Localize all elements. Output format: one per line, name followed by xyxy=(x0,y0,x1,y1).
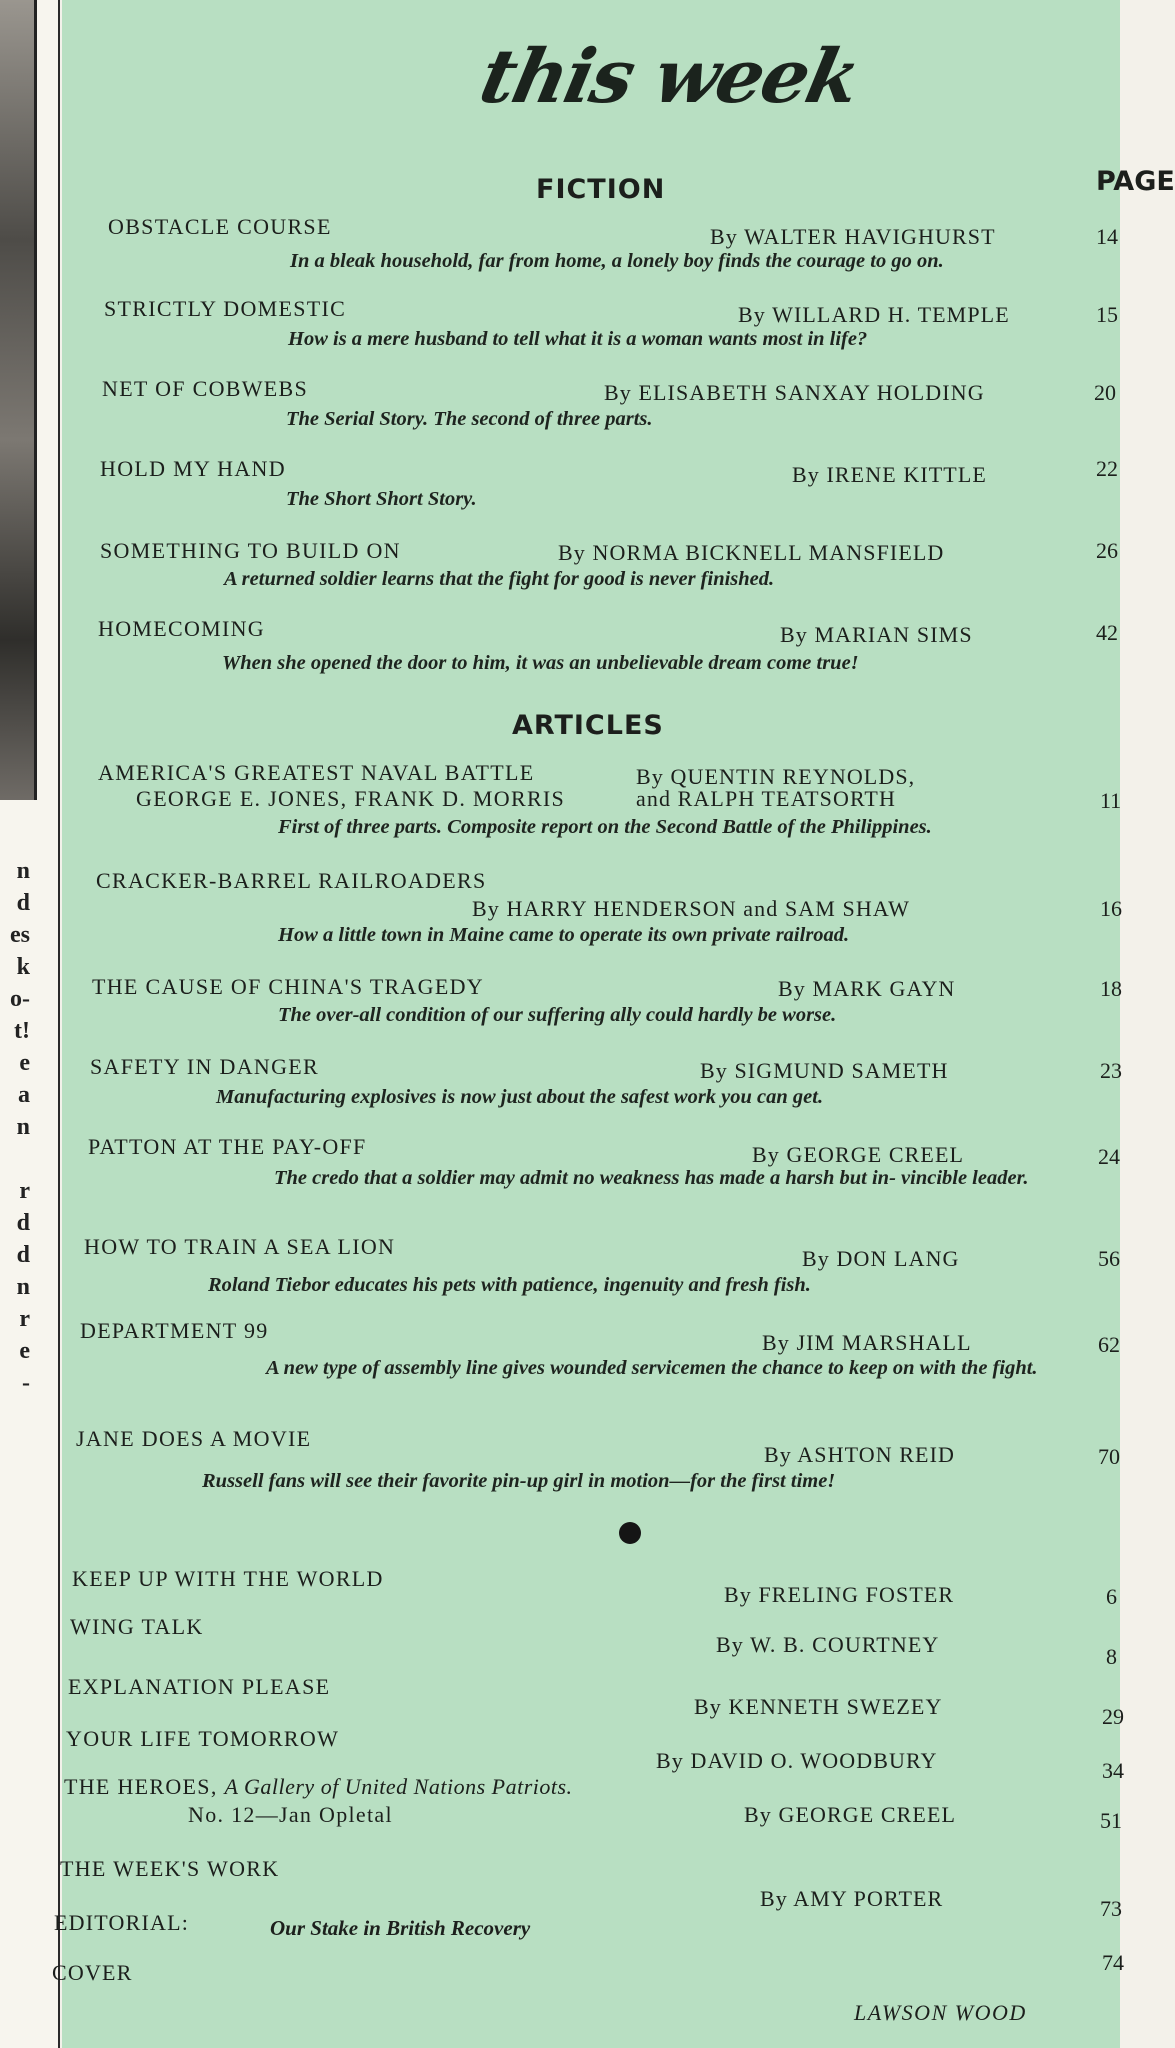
page-column-heading: PAGE xyxy=(1096,166,1175,197)
section-divider-dot xyxy=(619,1522,641,1544)
entry-page: 11 xyxy=(1100,788,1122,813)
fragment: n xyxy=(16,1274,30,1300)
entry-title: THE CAUSE OF CHINA'S TRAGEDY xyxy=(92,974,484,999)
entry-description: How is a mere husband to tell what it is a woman wants most in life? xyxy=(288,328,868,350)
entry-title-main: THE HEROES, xyxy=(64,1774,218,1799)
entry-page: 29 xyxy=(1102,1704,1124,1729)
entry-page: 56 xyxy=(1098,1246,1120,1271)
entry-page: 14 xyxy=(1096,224,1118,249)
fragment: n xyxy=(16,1114,30,1140)
entry-description: Russell fans will see their favorite pin-up girl in motion—for the first time! xyxy=(202,1470,836,1492)
entry-title: HOW TO TRAIN A SEA LION xyxy=(84,1234,396,1259)
entry-title: JANE DOES A MOVIE xyxy=(76,1426,312,1451)
entry-page: 15 xyxy=(1096,302,1118,327)
fragment: d xyxy=(16,1242,30,1268)
contents-panel xyxy=(52,0,1175,2048)
entry-title: YOUR LIFE TOMORROW xyxy=(66,1726,340,1751)
entry-page: 34 xyxy=(1102,1758,1124,1783)
entry-description: Roland Tiebor educates his pets with patience, ingenuity and fresh fish. xyxy=(208,1274,811,1296)
entry-author: By ELISABETH SANXAY HOLDING xyxy=(604,380,985,405)
entry-title: STRICTLY DOMESTIC xyxy=(104,296,347,321)
entry-description: How a little town in Maine came to operate its own private railroad. xyxy=(278,924,850,946)
entry-description: The Serial Story. The second of three parts. xyxy=(286,408,653,430)
fragment: e xyxy=(19,1050,30,1076)
adjacent-text-fragments xyxy=(0,855,30,1399)
fragment: - xyxy=(22,1370,30,1396)
entry-author: By KENNETH SWEZEY xyxy=(694,1694,943,1719)
adjacent-photo xyxy=(0,0,37,800)
adjacent-page-strip xyxy=(0,0,60,2048)
entry-title: NET OF COBWEBS xyxy=(102,376,309,401)
entry-page: 26 xyxy=(1096,538,1118,563)
entry-page: 6 xyxy=(1106,1584,1117,1609)
entry-description: Manufacturing explosives is now just about the safest work you can get. xyxy=(216,1086,824,1108)
entry-author: By WALTER HAVIGHURST xyxy=(710,224,996,249)
entry-title: OBSTACLE COURSE xyxy=(108,214,332,239)
entry-title: CRACKER-BARREL RAILROADERS xyxy=(96,868,487,893)
entry-description: A new type of assembly line gives wounded servicemen the chance to keep on with the fight. xyxy=(266,1357,1038,1379)
entry-author: By DAVID O. WOODBURY xyxy=(656,1748,938,1773)
entry-author: By HARRY HENDERSON and SAM SHAW xyxy=(472,896,910,921)
entry-author-line2: and RALPH TEATSORTH xyxy=(636,786,896,811)
entry-author: By AMY PORTER xyxy=(760,1886,944,1911)
entry-title-line2: GEORGE E. JONES, FRANK D. MORRIS xyxy=(136,786,566,811)
entry-title-line2: No. 12—Jan Opletal xyxy=(188,1802,393,1827)
entry-description: The Short Short Story. xyxy=(286,488,477,510)
entry-page: 22 xyxy=(1096,456,1118,481)
entry-title: KEEP UP WITH THE WORLD xyxy=(72,1566,384,1591)
entry-page: 20 xyxy=(1094,380,1116,405)
entry-author: By MARK GAYN xyxy=(778,976,956,1001)
fiction-heading: FICTION xyxy=(536,174,666,205)
fragment: t! xyxy=(14,1018,30,1044)
entry-page: 73 xyxy=(1100,1896,1122,1921)
entry-author: By W. B. COURTNEY xyxy=(716,1632,940,1657)
fragment: d xyxy=(16,1210,30,1236)
cover-credit: LAWSON WOOD xyxy=(854,2000,1027,2025)
entry-page: 51 xyxy=(1100,1808,1122,1833)
entry-page: 18 xyxy=(1100,976,1122,1001)
fragment: r xyxy=(19,1306,30,1332)
fragment: e xyxy=(19,1338,30,1364)
entry-page: 23 xyxy=(1100,1058,1122,1083)
entry-page: 16 xyxy=(1100,896,1122,921)
entry-title: DEPARTMENT 99 xyxy=(80,1318,269,1343)
entry-title: EXPLANATION PLEASE xyxy=(68,1674,331,1699)
entry-title: HOLD MY HAND xyxy=(100,456,286,481)
entry-author: By IRENE KITTLE xyxy=(792,462,987,487)
fragment: r xyxy=(19,1178,30,1204)
editorial-label: EDITORIAL: xyxy=(54,1910,190,1935)
entry-page: 70 xyxy=(1098,1444,1120,1469)
entry-description: The over-all condition of our suffering ally could hardly be worse. xyxy=(278,1004,837,1026)
entry-description: A returned soldier learns that the fight for good is never finished. xyxy=(224,568,775,590)
entry-title xyxy=(64,1774,573,1800)
fragment-gap xyxy=(0,1143,30,1175)
fragment: d xyxy=(16,890,30,916)
editorial-title[interactable]: Our Stake in British Recovery xyxy=(270,1916,531,1940)
entry-author: By MARIAN SIMS xyxy=(780,622,973,647)
fragment: k xyxy=(16,954,30,980)
entry-title-italic: A Gallery of United Nations Patriots. xyxy=(224,1774,573,1799)
entry-page: 62 xyxy=(1098,1332,1120,1357)
entry-author: By GEORGE CREEL xyxy=(752,1142,965,1167)
entry-author: By ASHTON REID xyxy=(764,1442,956,1467)
entry-description: In a bleak household, far from home, a lonely boy finds the courage to go on. xyxy=(290,250,944,272)
entry-author: By QUENTIN REYNOLDS, xyxy=(636,764,916,789)
entry-description: First of three parts. Composite report on the Second Battle of the Philippines. xyxy=(278,816,932,838)
entry-author: By GEORGE CREEL xyxy=(744,1802,957,1827)
entry-title: WING TALK xyxy=(70,1614,204,1639)
entry-author: By DON LANG xyxy=(802,1246,960,1271)
entry-title: HOMECOMING xyxy=(98,616,265,641)
articles-heading: ARTICLES xyxy=(512,710,664,741)
entry-title: PATTON AT THE PAY-OFF xyxy=(88,1134,367,1159)
entry-author: By FRELING FOSTER xyxy=(724,1582,955,1607)
entry-page: 8 xyxy=(1106,1644,1117,1669)
entry-title: SAFETY IN DANGER xyxy=(90,1054,319,1079)
entry-page: 24 xyxy=(1098,1144,1120,1169)
entry-description: The credo that a soldier may admit no weakness has made a harsh but in- vincible leader. xyxy=(274,1167,1029,1189)
masthead-title: this week xyxy=(472,34,866,120)
entry-author: By JIM MARSHALL xyxy=(762,1330,972,1355)
entry-author: By SIGMUND SAMETH xyxy=(700,1058,949,1083)
entry-title: THE WEEK'S WORK xyxy=(60,1856,280,1881)
fragment: a xyxy=(18,1082,30,1108)
cover-page: 74 xyxy=(1102,1950,1124,1975)
fragment: n xyxy=(16,858,30,884)
fragment: o- xyxy=(10,986,30,1012)
cover-label: COVER xyxy=(52,1960,133,1985)
entry-page: 42 xyxy=(1096,620,1118,645)
entry-title: AMERICA'S GREATEST NAVAL BATTLE xyxy=(98,760,535,785)
entry-description: When she opened the door to him, it was an unbelievable dream come true! xyxy=(222,652,859,674)
fragment: es xyxy=(10,922,30,948)
entry-author: By NORMA BICKNELL MANSFIELD xyxy=(558,540,945,565)
entry-author: By WILLARD H. TEMPLE xyxy=(738,302,1010,327)
entry-title: SOMETHING TO BUILD ON xyxy=(100,538,401,563)
